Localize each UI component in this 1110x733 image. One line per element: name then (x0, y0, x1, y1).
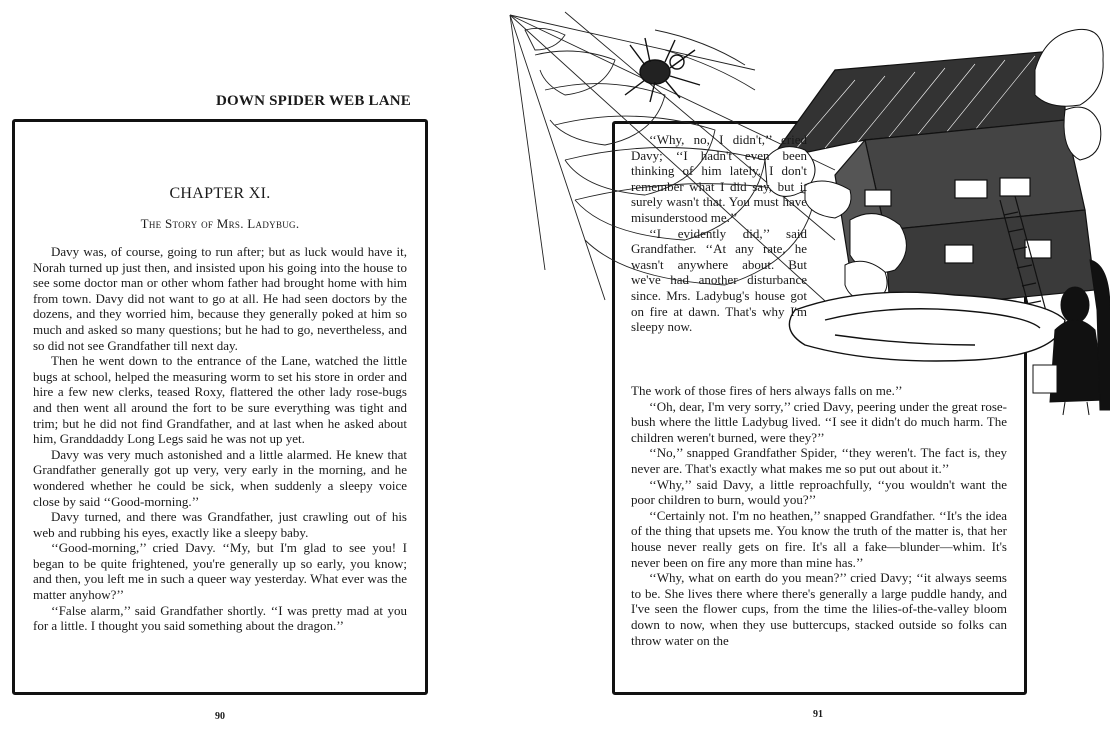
chapter-title: CHAPTER XI. (169, 185, 271, 202)
paragraph: Davy was, of course, going to run after; but as luck would have it, Norah turned up just then, and insisted upon his going into the house to see some doctor man or other whom father had brought home with him from town. Davy did not want to go at all. He had seen doctors by the dozens, and they worried him, because they generally poked at him so much and asked so many questions; but he had to go, nevertheless, and so did not see Grandfather till next day. (33, 244, 407, 353)
right-page-narrow-column (631, 132, 807, 335)
spider-icon (625, 38, 700, 102)
page-number-right: 91 (813, 709, 823, 720)
paragraph: ‘‘Why, what on earth do you mean?’’ cried Davy; ‘‘it always seems to be. She lives there where there's generally a large puddle handy, and I've seen the flower cups, from the time the lilies-of-the-valley bloom down to now, when they use buttercups, stacked outside so folks can throw water on the (631, 570, 1007, 648)
paragraph: ‘‘I evidently did,’’ said Grandfather. ‘‘At any rate, he wasn't anywhere about. But we've had another disturbance since. Mrs. Ladybug's house got on fire at dawn. That's why I'm sleepy now. (631, 225, 807, 335)
story-title: The Story of Mrs. Ladybug. (140, 216, 300, 231)
paragraph: ‘‘Why, no, I didn't,’’ cried Davy; ‘‘I hadn't even been thinking of him lately. I don't remember what I did say, but it surely wasn't that. You must have misunderstood me.’’ (631, 132, 807, 225)
page-number-left: 90 (215, 711, 225, 722)
paragraph: ‘‘False alarm,’’ said Grandfather shortly. ‘‘I was pretty mad at you for a little. I thought you said something about the dragon.’’ (33, 602, 407, 634)
paragraph: Then he went down to the entrance of the Lane, watched the little bugs at school, helped the measuring worm to set his store in order and hire a few new clerks, teased Roxy, flattered the other lady rose-bugs and then went all around the fort to be sure everything was tight and trim; but he did not find Grandfather, and at last when he asked about him, Granddaddy Long Legs said he was not up yet. (33, 353, 407, 447)
left-page-body (33, 244, 407, 634)
paragraph: ‘‘Oh, dear, I'm very sorry,’’ cried Davy, peering under the great rose-bush where the little Ladybug lived. ‘‘I see it didn't do much harm. The children weren't burned, were they?’’ (631, 398, 1007, 445)
puddle-icon (789, 292, 1065, 361)
paragraph: Davy was very much astonished and a little alarmed. He knew that Grandfather generally got up very, very early in the morning, and he wondered whether he could be sick, when suddenly a sleepy voice close by said ‘‘Good-morning.’’ (33, 446, 407, 509)
paragraph: ‘‘Certainly not. I'm no heathen,’’ snapped Grandfather. ‘‘It's the idea of the thing that upsets me. You know the truth of the matter is, that her house never really gets on fire. It's all a fake—blunder—whim. It's never been on fire any more than mine has.’’ (631, 507, 1007, 570)
paragraph: ‘‘No,’’ snapped Grandfather Spider, ‘‘they weren't. The fact is, they never are. That's exactly what makes me so put out about it.’’ (631, 445, 1007, 476)
paragraph: ‘‘Good-morning,’’ cried Davy. ‘‘My, but I'm glad to see you! I began to be quite frightened, you're generally up so early, you know; and then, you left me in such a queer way yesterday. What ever was the matter anyhow?’’ (33, 540, 407, 603)
right-page-body (631, 383, 1007, 648)
running-head: DOWN SPIDER WEB LANE (216, 93, 412, 109)
paragraph: ‘‘Why,’’ said Davy, a little reproachfully, ‘‘you wouldn't want the poor children to burn, would you?’’ (631, 476, 1007, 508)
paragraph-continuation: The work of those fires of hers always falls on me.’’ (631, 383, 903, 398)
paragraph: Davy turned, and there was Grandfather, just crawling out of his web and rubbing his eyes, exactly like a sleepy baby. (33, 509, 407, 540)
spider-web-house-illustration (505, 10, 1110, 430)
